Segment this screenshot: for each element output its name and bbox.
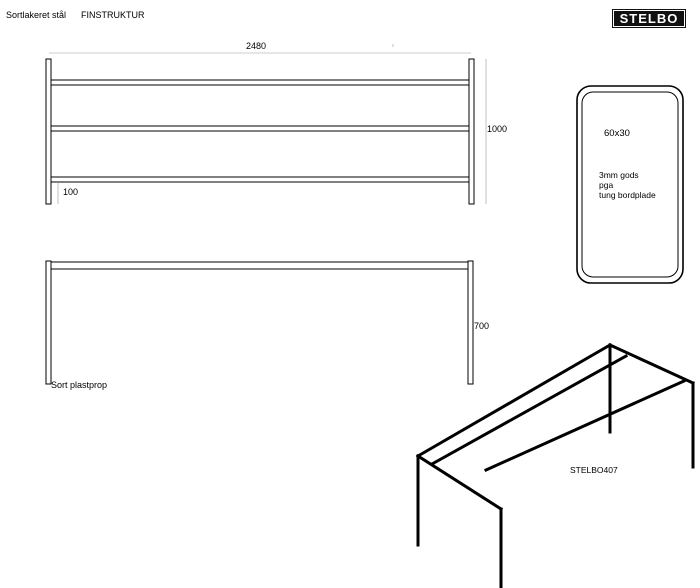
isometric-view [418, 345, 693, 588]
profile-note-line: tung bordplade [599, 190, 656, 200]
profile-size-label: 60x30 [604, 128, 630, 139]
iso-long-rail-1 [418, 345, 610, 456]
front-middle-rail [51, 126, 469, 131]
rail-offset-label: 100 [63, 187, 79, 197]
finish-label: FINSTRUKTUR [81, 10, 145, 20]
front-right-leg [469, 59, 474, 204]
iso-long-rail-2 [432, 356, 626, 464]
front-top-rail [51, 80, 469, 85]
profile-note [599, 170, 656, 200]
front-view [46, 59, 474, 204]
side-height-label: 700 [474, 321, 490, 331]
side-view [46, 261, 473, 384]
model-code-label: STELBO407 [570, 465, 618, 475]
side-left-leg [46, 261, 51, 384]
profile-note-line: pga [599, 180, 614, 190]
stelbo-logo: STELBO [613, 10, 685, 27]
height-dimension-label: 1000 [487, 124, 508, 134]
side-right-leg [468, 261, 473, 384]
material-label: Sortlakeret stål [6, 10, 67, 20]
dimension-lines [49, 44, 486, 204]
plastic-cap-note: Sort plastprop [51, 380, 108, 390]
iso-back-side-rail [610, 345, 693, 383]
front-left-leg [46, 59, 51, 204]
front-bottom-rail [51, 177, 469, 182]
side-top-rail [51, 262, 468, 269]
profile-note-line: 3mm gods [599, 170, 639, 180]
width-dimension-label: 2480 [246, 41, 267, 51]
iso-long-rail-3 [486, 381, 684, 470]
